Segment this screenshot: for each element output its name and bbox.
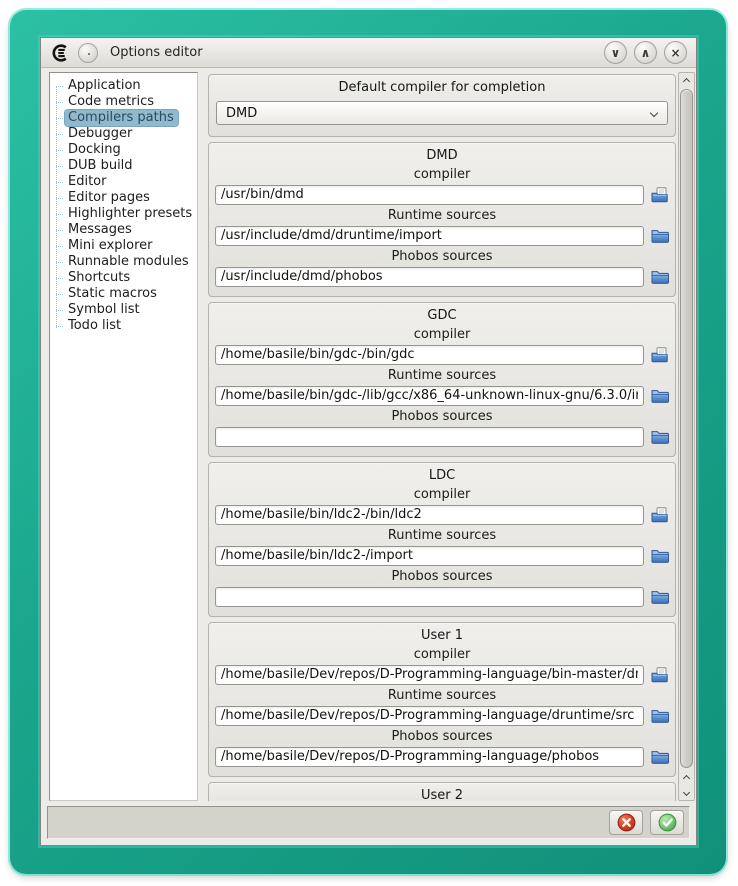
ldc-compiler-input[interactable] — [215, 505, 644, 525]
gdc-phobos-browse-button[interactable] — [650, 429, 669, 446]
compiler-label: compiler — [413, 167, 471, 182]
tree-item-todo-list: Todo list — [65, 318, 195, 334]
window-title: Options editor — [110, 45, 203, 60]
dmd-phobos-browse-button[interactable] — [650, 269, 669, 286]
accept-button[interactable] — [650, 810, 684, 835]
dmd-compiler-browse-button[interactable] — [650, 187, 669, 204]
tree-item-application: Application — [65, 78, 195, 94]
vertical-scrollbar[interactable] — [678, 72, 695, 801]
user1-phobos-input[interactable] — [215, 747, 644, 767]
dmd-phobos-input[interactable] — [215, 267, 644, 287]
user1-runtime-input[interactable] — [215, 706, 644, 726]
runtime-sources-label: Runtime sources — [387, 208, 497, 223]
group-title: LDC — [428, 468, 456, 483]
coedit-logo-icon — [50, 44, 70, 62]
group-title: Default compiler for completion — [338, 80, 546, 95]
open-file-icon — [651, 507, 669, 523]
tree-item-static-macros: Static macros — [65, 286, 195, 302]
gdc-runtime-input[interactable] — [215, 386, 644, 406]
user1-compiler-input[interactable] — [215, 665, 644, 685]
runtime-sources-label: Runtime sources — [387, 528, 497, 543]
accept-circle-check-icon — [658, 813, 677, 832]
phobos-sources-label: Phobos sources — [391, 729, 493, 744]
chevron-down-icon — [683, 788, 690, 795]
phobos-sources-label: Phobos sources — [391, 409, 493, 424]
tree-item-dub-build: DUB build — [65, 158, 195, 174]
group-title: User 1 — [420, 628, 464, 643]
titlebar[interactable] — [41, 38, 696, 68]
folder-icon — [651, 589, 669, 605]
cancel-circle-x-icon — [617, 813, 636, 832]
dmd-runtime-input[interactable] — [215, 226, 644, 246]
scroll-up-button[interactable] — [679, 74, 694, 88]
default-compiler-select[interactable] — [216, 101, 668, 125]
sidebar-splitter[interactable] — [198, 72, 206, 801]
ldc-phobos-browse-button[interactable] — [650, 589, 669, 606]
compiler-label: compiler — [413, 327, 471, 342]
open-file-icon — [651, 347, 669, 363]
user1-phobos-browse-button[interactable] — [650, 749, 669, 766]
gdc-compiler-input[interactable] — [215, 345, 644, 365]
gdc-runtime-browse-button[interactable] — [650, 388, 669, 405]
close-button[interactable]: × — [664, 41, 687, 64]
dmd-compiler-input[interactable] — [215, 185, 644, 205]
phobos-sources-label: Phobos sources — [391, 249, 493, 264]
open-file-icon — [651, 667, 669, 683]
group-gdc — [208, 302, 676, 457]
tree-item-editor-pages: Editor pages — [65, 190, 195, 206]
tree-item-code-metrics: Code metrics — [65, 94, 195, 110]
minimize-button[interactable]: ∨ — [604, 41, 627, 64]
chevron-up-icon — [683, 774, 690, 781]
user1-compiler-browse-button[interactable] — [650, 667, 669, 684]
ldc-compiler-browse-button[interactable] — [650, 507, 669, 524]
group-default-compiler — [208, 74, 676, 137]
ldc-runtime-browse-button[interactable] — [650, 548, 669, 565]
options-panel — [206, 72, 695, 801]
gdc-compiler-browse-button[interactable] — [650, 347, 669, 364]
cancel-button[interactable] — [609, 810, 643, 835]
scroll-up-button-bottom[interactable] — [679, 771, 694, 785]
group-title: GDC — [427, 308, 457, 323]
group-title: DMD — [426, 148, 458, 163]
window-content — [40, 37, 697, 846]
default-compiler-value: DMD — [226, 105, 258, 121]
group-user1 — [208, 622, 676, 777]
tree-item-editor: Editor — [65, 174, 195, 190]
scroll-down-button[interactable] — [679, 785, 694, 799]
tree-item-shortcuts: Shortcuts — [65, 270, 195, 286]
tree-item-mini-explorer: Mini explorer — [65, 238, 195, 254]
scrollbar-thumb[interactable] — [680, 89, 693, 768]
tree-item-runnable-modules: Runnable modules — [65, 254, 195, 270]
chevron-down-icon — [650, 109, 658, 117]
ldc-phobos-input[interactable] — [215, 587, 644, 607]
chevron-up-icon — [683, 77, 690, 84]
category-tree — [50, 78, 197, 334]
folder-icon — [651, 708, 669, 724]
folder-icon — [651, 749, 669, 765]
folder-icon — [651, 388, 669, 404]
folder-icon — [651, 548, 669, 564]
open-file-icon — [651, 187, 669, 203]
ldc-runtime-input[interactable] — [215, 546, 644, 566]
dmd-runtime-browse-button[interactable] — [650, 228, 669, 245]
user1-runtime-browse-button[interactable] — [650, 708, 669, 725]
window-frame — [10, 10, 726, 874]
runtime-sources-label: Runtime sources — [387, 688, 497, 703]
compiler-label: compiler — [413, 647, 471, 662]
folder-icon — [651, 429, 669, 445]
maximize-button[interactable]: ∧ — [634, 41, 657, 64]
tree-item-highlighter-presets: Highlighter presets — [65, 206, 195, 222]
category-tree-panel — [49, 72, 198, 801]
folder-icon — [651, 228, 669, 244]
tree-item-messages: Messages — [65, 222, 195, 238]
phobos-sources-label: Phobos sources — [391, 569, 493, 584]
tree-item-symbol-list: Symbol list — [65, 302, 195, 318]
compiler-label: compiler — [413, 487, 471, 502]
gdc-phobos-input[interactable] — [215, 427, 644, 447]
tree-item-compilers-paths: Compilers paths — [65, 110, 195, 126]
folder-icon — [651, 269, 669, 285]
tree-item-docking: Docking — [65, 142, 195, 158]
group-user2 — [208, 782, 676, 801]
tree-item-debugger: Debugger — [65, 126, 195, 142]
window-menu-button[interactable] — [78, 43, 98, 63]
runtime-sources-label: Runtime sources — [387, 368, 497, 383]
group-ldc — [208, 462, 676, 617]
group-dmd — [208, 142, 676, 297]
group-title: User 2 — [420, 788, 464, 801]
footer-bar — [47, 806, 690, 839]
